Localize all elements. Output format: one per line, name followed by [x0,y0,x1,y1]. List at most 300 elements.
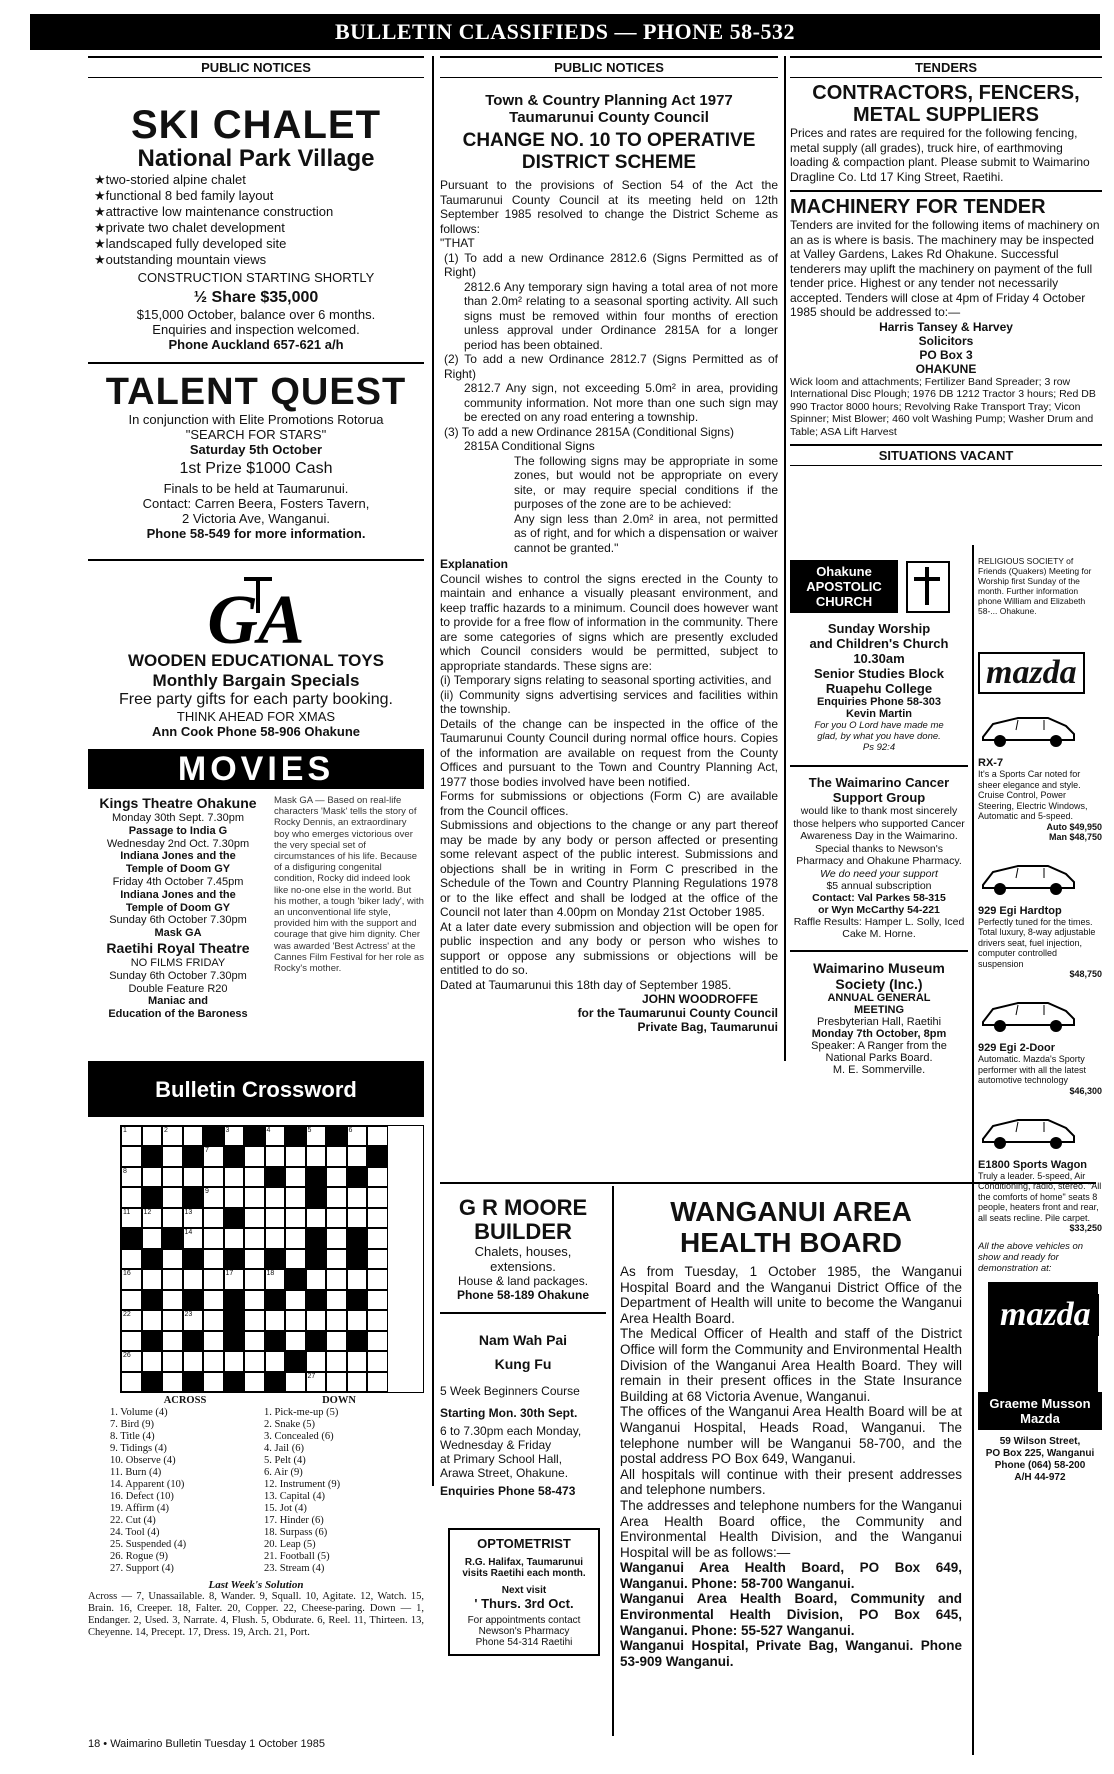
ski-title: SKI CHALET [131,103,381,147]
crossword-cell[interactable] [203,1331,224,1352]
crossword-block [142,1249,163,1270]
column-public-notices-1 [88,56,424,1639]
clue-number: 11 [123,1208,131,1216]
across-clue: 19. Affirm (4) [110,1503,170,1515]
crossword-block [347,1167,368,1188]
crossword-cell[interactable] [121,1290,142,1311]
car-price: $33,250 [1069,1223,1102,1233]
movie-line: Raetihi Royal Theatre [106,939,250,956]
crossword-cell[interactable] [306,1310,327,1331]
crossword-cell[interactable] [224,1228,245,1249]
across-clue: 25. Suspended (4) [110,1539,187,1551]
crossword-cell[interactable] [244,1351,265,1372]
crossword-block [265,1331,286,1352]
item-3: (3) To add a new Ordinance 2815A (Conditional Signs) [444,424,734,439]
dealer1: Graeme Musson [989,1396,1091,1411]
crossword-cell[interactable] [203,1351,224,1372]
down-clue: 23. Stream (4) [264,1563,325,1575]
kungfu-title1: Nam Wah Pai [478,1332,568,1348]
car-desc: It's a Sports Car noted for sheer elegance and style. Cruise Control, Power Steering, Electric Windows, Automatic and 5-speed. [978,769,1088,821]
talent-date: Saturday 5th October [189,442,323,457]
crossword-cell[interactable] [203,1290,224,1311]
crossword-cell[interactable] [367,1310,388,1331]
crossword-block [183,1187,204,1208]
crossword-cell[interactable] [367,1126,388,1147]
crossword-block [265,1372,286,1393]
crossword-cell[interactable] [224,1126,245,1147]
opto-l2: visits Raetihi each month. [462,1568,586,1579]
crossword-block [183,1331,204,1352]
kungfu-l2: Wednesday & Friday [440,1438,552,1452]
cancer-title1: The Waimarino Cancer [808,775,950,790]
crossword-cell[interactable] [367,1331,388,1352]
crossword-cell[interactable] [285,1290,306,1311]
crossword-cell[interactable] [285,1310,306,1331]
crossword-cell[interactable] [224,1167,245,1188]
crossword-cell[interactable] [285,1249,306,1270]
museum-date: Monday 7th October, 8pm [811,1027,947,1040]
clue-number: 17 [225,1270,234,1278]
church-w3: 10.30am [853,651,905,666]
crossword-cell[interactable] [142,1269,163,1290]
across-clue: 27. Support (4) [110,1563,174,1575]
down-head: DOWN [322,1395,356,1407]
crossword-block [203,1126,224,1147]
explanation-3: (ii) Community signs advertising services and facilities within the township. [440,687,778,716]
crossword-cell[interactable] [162,1269,183,1290]
section-header: TENDERS [790,56,1102,78]
crossword-cell[interactable] [244,1290,265,1311]
movie-line: NO FILMS FRIDAY [130,956,226,969]
cancer-sub: $5 annual subscription [826,879,932,892]
crossword-cell[interactable] [142,1208,163,1229]
section-header: PUBLIC NOTICES [88,56,424,78]
church-w1: Sunday Worship [827,621,931,636]
crossword-block [142,1331,163,1352]
crossword-cell[interactable] [183,1351,204,1372]
car-listing [978,1104,1102,1234]
crossword-block [183,1249,204,1270]
ga-logo-icon [196,573,316,651]
cancer-raffle: Raffle Results: Hamper L. Solly, Iced Cake M. Horne. [793,915,965,940]
crossword-cell[interactable] [224,1351,245,1372]
crossword-cell[interactable] [265,1269,286,1290]
crossword-cell[interactable] [367,1228,388,1249]
movie-line: Mask GA [154,927,202,940]
crossword-cell[interactable] [306,1372,327,1393]
crossword-cell[interactable] [326,1146,347,1167]
crossword-grid-wrap [88,1117,424,1394]
cancer-contact1: Contact: Val Parkes 58-315 [812,891,946,904]
divider-1 [432,56,434,1486]
crossword-title: Bulletin Crossword [88,1063,424,1117]
crossword-block [265,1249,286,1270]
cancer-ad [790,765,968,940]
museum-agm1: ANNUAL GENERAL [827,991,931,1004]
crossword-cell[interactable] [162,1187,183,1208]
crossword-cell[interactable] [326,1290,347,1311]
crossword-cell[interactable] [244,1167,265,1188]
explanation-4: Details of the change can be inspected in the office of the Taumarunui County Council during normal office hours. Copies of the information are available on request from the County Offices and pursuant to the Town and Country Planning Act, 1977 those bodies involved have been notified. [440,716,778,789]
machinery-addr [790,320,1102,376]
crossword-cell[interactable] [162,1331,183,1352]
crossword-block [265,1290,286,1311]
crossword-cell[interactable] [347,1351,368,1372]
clue-number: 16 [123,1270,131,1278]
crossword-cell[interactable] [183,1126,204,1147]
crossword-cell[interactable] [183,1228,204,1249]
crossword-cell[interactable] [142,1310,163,1331]
cancer-text: would like to thank most sincerely those helpers who supported Cancer Awareness Day in the Waimarino. Special thanks to Newson's Pharmacy and Ohakune Pharmacy. [793,805,965,868]
machinery-text: Tenders are invited for the following items of machinery on an as is where is basis. The machinery may be inspected at Valley Gardens, Lakes Rd Ohakune. Successful tenderers may uplift the machinery on payment of the full tender price. Highest or any tender not necessarily accepted. Tenders will close at 4pm of Friday 4 October 1985 should be addressed to:— [790,218,1100,319]
crossword-cell[interactable] [347,1372,368,1393]
crossword-cell[interactable] [326,1351,347,1372]
health-address-2: Wanganui Area Health Board, Community and Environmental Health Division, PO Box 645, Wanganui. Phone: 55-527 Wanganui. [620,1591,962,1638]
down-clue: 6. Air (9) [264,1467,303,1479]
down-clue: 18. Surpass (6) [264,1527,328,1539]
clue-number: 23 [184,1311,193,1319]
signature-address: Private Bag, Taumarunui [637,1020,778,1034]
crossword-cell[interactable] [326,1269,347,1290]
museum-title2: Society (Inc.) [835,975,923,992]
moore-phone: Phone 58-189 Ohakune [456,1288,590,1302]
movie-line: Wednesday 2nd Oct. 7.30pm [106,837,250,850]
crossword-cell[interactable] [142,1351,163,1372]
crossword-cell[interactable] [326,1310,347,1331]
movie-listings [88,795,268,1021]
crossword-cell[interactable] [285,1331,306,1352]
crossword-cell[interactable] [326,1228,347,1249]
crossword-cell[interactable] [244,1372,265,1393]
movies-ad [88,749,424,1021]
crossword-cell[interactable] [162,1208,183,1229]
solution-head: Last Week's Solution [208,1579,304,1592]
signature-council: for the Taumarunui County Council [577,1006,778,1020]
car-price: $46,300 [1069,1085,1102,1096]
crossword-cell[interactable] [265,1126,286,1147]
crossword-cell[interactable] [224,1187,245,1208]
ski-enquiries: Enquiries and inspection welcomed. [152,322,360,337]
talent-contact: Contact: Carren Beera, Fosters Tavern, [142,496,370,511]
explanation-7: At a later date every submission and objection will be open for public inspection and any body or person who wishes to support or oppose any submissions or objections will be entitled to do so. [440,919,778,977]
crossword-cell[interactable] [203,1167,224,1188]
bullet: ★landscaped fully developed site [94,236,287,251]
crossword-cell[interactable] [306,1146,327,1167]
crossword-cell[interactable] [347,1126,368,1147]
across-clue: 9. Tidings (4) [110,1443,167,1455]
crossword-cell[interactable] [203,1249,224,1270]
kungfu-l4: Arawa Street, Ohakune. [440,1466,569,1480]
crossword-cell[interactable] [326,1167,347,1188]
crossword-cell[interactable] [367,1187,388,1208]
crossword-cell[interactable] [367,1208,388,1229]
crossword-cell[interactable] [285,1167,306,1188]
crossword-clues [108,1395,416,1575]
toys-phone: Ann Cook Phone 58-906 Ohakune [151,724,361,739]
crossword-cell[interactable] [326,1372,347,1393]
situations-header: SITUATIONS VACANT [790,444,1102,466]
crossword-cell[interactable] [347,1310,368,1331]
museum-agm2: MEETING [853,1003,905,1016]
crossword-cell[interactable] [121,1126,142,1147]
kungfu-course: 5 Week Beginners Course [440,1384,580,1398]
contractors-text: Prices and rates are required for the following fencing, metal supply (all grades), truck hire, of earthmoving loading & compaction plant. Please submit to Waimarino Dragline Co. Ltd 17 King Street, Raetihi. [790,126,1090,184]
clue-number: 9 [205,1188,209,1196]
crossword-cell[interactable] [183,1269,204,1290]
crossword-block [224,1310,245,1331]
crossword-cell[interactable] [203,1146,224,1167]
crossword-cell[interactable] [224,1269,245,1290]
movie-line: Education of the Baroness [108,1008,248,1021]
that-text: "THAT [440,236,475,250]
movie-line: Friday 4th October 7.45pm [112,875,244,888]
down-clue: 17. Hinder (6) [264,1515,324,1527]
clue-number: 14 [184,1229,193,1237]
crossword-cell[interactable] [183,1167,204,1188]
opto-next: Next visit [501,1585,547,1596]
toys-ad [88,559,424,739]
crossword-block [306,1187,327,1208]
crossword-cell[interactable] [162,1146,183,1167]
crossword-cell[interactable] [285,1146,306,1167]
crossword-cell[interactable] [244,1228,265,1249]
church-ad-head [790,556,968,613]
kungfu-start: Starting Mon. 30th Sept. [440,1406,578,1420]
crossword-cell[interactable] [162,1290,183,1311]
crossword-block [224,1249,245,1270]
section-header: PUBLIC NOTICES [440,56,778,78]
crossword-cell[interactable] [203,1269,224,1290]
car-listing [978,987,1102,1096]
crossword-cell[interactable] [265,1310,286,1331]
crossword-cell[interactable] [162,1372,183,1393]
addr-line: A/H 44-972 [1014,1472,1066,1483]
crossword-cell[interactable] [203,1310,224,1331]
crossword-cell[interactable] [244,1331,265,1352]
crossword-cell[interactable] [162,1351,183,1372]
health-para-2: The Medical Officer of Health and staff of the District Office will form the Community and Environmental Health Division of the Wanganui Area Health Board. They will remain in their present offices in the State Insurance Building at 68 Victoria Avenue, Wanganui. [620,1326,962,1404]
crossword-cell[interactable] [121,1351,142,1372]
crossword-cell[interactable] [244,1187,265,1208]
church-s4: Kevin Martin [845,708,912,720]
crossword-cell[interactable] [265,1146,286,1167]
crossword-cell[interactable] [203,1187,224,1208]
crossword-cell[interactable] [142,1228,163,1249]
crossword-cell[interactable] [306,1126,327,1147]
change-title: CHANGE NO. 10 TO OPERATIVE DISTRICT SCHEME [462,130,756,173]
cancer-contact2: or Wyn McCarthy 54-221 [818,903,940,916]
car-icon [978,850,1078,900]
across-clue: 1. Volume (4) [110,1407,168,1419]
church-l1: Ohakune [816,564,872,579]
crossword-block [142,1372,163,1393]
moore-ad [440,1196,606,1302]
crossword-cell[interactable] [203,1208,224,1229]
health-title: WANGANUI AREA HEALTH BOARD [670,1196,912,1258]
crossword-cell[interactable] [265,1228,286,1249]
moore-title1: G R MOORE [458,1195,588,1220]
ski-balance: $15,000 October, balance over 6 months. [136,307,376,322]
crossword-cell[interactable] [244,1249,265,1270]
dealer-name [978,1392,1102,1430]
crossword-cell[interactable] [121,1331,142,1352]
movie-line: Indiana Jones and the [120,850,236,863]
crossword-cell[interactable] [244,1269,265,1290]
optometrist-ad [448,1528,600,1656]
crossword-cell[interactable] [367,1351,388,1372]
crossword-cell[interactable] [265,1208,286,1229]
clue-number: 5 [307,1126,312,1134]
kungfu-title2: Kung Fu [494,1356,552,1372]
car-listings [978,702,1102,1233]
crossword-cell[interactable] [285,1372,306,1393]
health-address-1: Wanganui Area Health Board, PO Box 649, Wanganui. Phone: 58-700 Wanganui. [620,1560,962,1591]
crossword-block [367,1146,388,1167]
crossword-cell[interactable] [162,1310,183,1331]
classifieds-banner: BULLETIN CLASSIFIEDS — PHONE 58-532 [30,14,1100,50]
crossword-block [142,1146,163,1167]
crossword-cell[interactable] [367,1290,388,1311]
crossword-cell[interactable] [203,1228,224,1249]
crossword-cell[interactable] [347,1269,368,1290]
movie-line: Sunday 6th October 7.30pm [109,914,247,927]
ski-phone: Phone Auckland 657-621 a/h [168,337,344,352]
crossword-cell[interactable] [244,1146,265,1167]
crossword-cell[interactable] [367,1249,388,1270]
crossword-cell[interactable] [244,1310,265,1331]
toys-line1: Free party gifts for each party booking. [119,691,393,708]
crossword-block [224,1146,245,1167]
crossword-cell[interactable] [142,1126,163,1147]
opto-title: OPTOMETRIST [477,1536,571,1551]
divider-2 [784,56,786,1061]
crossword-cell[interactable] [285,1208,306,1229]
crossword-cell[interactable] [121,1146,142,1167]
car-desc: Truly a leader. 5-speed, Air Conditioning, radio, stereo. "All the comforts of home" seats 8 people, heaters front and rear, all seats recline. Pile carpet. [978,1170,1102,1223]
crossword-cell[interactable] [183,1208,204,1229]
crossword-grid[interactable] [120,1125,424,1394]
item-2815a: 2815A Conditional Signs [464,439,595,453]
museum-place: Presbyterian Hall, Raetihi [816,1015,942,1028]
crossword-block [306,1228,327,1249]
item-1: (1) To add a new Ordinance 2812.6 (Signs Permitted as of Right) [444,250,778,279]
clue-number: 1 [123,1126,127,1134]
crossword-block [224,1208,245,1229]
crossword-block [347,1331,368,1352]
crossword-cell[interactable] [203,1372,224,1393]
moore-l2: extensions. [490,1259,556,1274]
museum-speaker: Speaker: A Ranger from the National Parks Board. [811,1039,947,1064]
cancer-title2: Support Group [832,790,926,805]
kungfu-phone: Enquiries Phone 58-473 [440,1484,576,1498]
crossword-block [224,1290,245,1311]
talent-finals: Finals to be held at Taumarunui. [163,481,349,496]
crossword-cell[interactable] [326,1208,347,1229]
crossword-cell[interactable] [162,1126,183,1147]
crossword-cell[interactable] [367,1167,388,1188]
crossword-cell[interactable] [367,1372,388,1393]
crossword-cell[interactable] [244,1208,265,1229]
crossword-cell[interactable] [183,1310,204,1331]
crossword-cell[interactable] [162,1167,183,1188]
crossword-cell[interactable] [162,1249,183,1270]
church-v1: For you O Lord have made me [814,720,944,731]
crossword-cell[interactable] [347,1146,368,1167]
opto-l3: For appointments contact [467,1615,581,1626]
crossword-block [142,1187,163,1208]
health-para-5: The addresses and telephone numbers for the Wanganui Area Health Board office, the Community and Environmental Health Division, and the Wanganui Hospital will be as follows:— [620,1497,962,1560]
crossword-cell[interactable] [326,1249,347,1270]
crossword-cell[interactable] [121,1208,142,1229]
talent-address: 2 Victoria Ave, Wanganui. [182,511,330,526]
moore-l3: House & land packages. [457,1274,589,1288]
across-clue: 7. Bird (9) [110,1419,155,1431]
crossword-cell[interactable] [367,1269,388,1290]
down-clue: 15. Jot (4) [264,1503,307,1515]
crossword-cell[interactable] [121,1269,142,1290]
clue-number: 3 [225,1126,230,1134]
talent-phone: Phone 58-549 for more information. [146,526,366,541]
intro-text: Pursuant to the provisions of Section 54 of the Act the Taumarunui County Council at its meeting held on 12th September 1985 resolved to change the District Scheme as follows: [440,178,778,236]
dealer-address [978,1430,1102,1484]
down-clue: 2. Snake (5) [264,1419,316,1431]
crossword-cell[interactable] [121,1187,142,1208]
crossword-cell[interactable] [285,1187,306,1208]
crossword-cell[interactable] [142,1167,163,1188]
ski-share: ½ Share $35,000 [193,289,319,306]
down-list [262,1407,416,1575]
crossword-block [142,1290,163,1311]
car-desc: Perfectly tuned for the times. Total luxury, 8-way adjustable drivers seat, fuel injection, computer controlled suspension [978,916,1096,969]
contractors-ad [790,78,1102,184]
crossword-cell[interactable] [326,1187,347,1208]
addr-line: PO Box 3 [919,347,973,362]
bullet: ★outstanding mountain views [94,252,267,267]
crossword-cell[interactable] [285,1228,306,1249]
crossword-cell[interactable] [265,1187,286,1208]
across-clue: 8. Title (4) [110,1431,155,1443]
down-clue: 5. Pelt (4) [264,1455,306,1467]
crossword-cell[interactable] [121,1249,142,1270]
crossword-cell[interactable] [121,1167,142,1188]
clue-number: 2 [164,1126,168,1134]
crossword-cell[interactable] [306,1351,327,1372]
across-list [108,1407,262,1575]
movie-line: Monday 30th Sept. 7.30pm [111,812,245,824]
church-v3: Ps 92:4 [862,742,896,753]
toys-title: WOODEN EDUCATIONAL TOYS [128,651,384,670]
car-listing [978,702,1102,842]
crossword-cell[interactable] [306,1208,327,1229]
crossword-cell[interactable] [347,1187,368,1208]
moore-title2: BUILDER [474,1219,572,1244]
kungfu-ad [440,1312,606,1498]
divider-lower [612,1186,614,1736]
crossword-cell[interactable] [121,1310,142,1331]
crossword-cell[interactable] [306,1269,327,1290]
crossword-cell[interactable] [326,1331,347,1352]
crossword-cell[interactable] [265,1351,286,1372]
clue-number: 7 [205,1147,209,1155]
ga-logo [88,573,424,651]
item-2812-7: 2812.7 Any sign, not exceeding 5.0m² in area, providing community information. Not more than one such sign may be erected on any road entering a township. [464,381,778,424]
column-public-notices-2 [440,56,778,1034]
crossword-cell[interactable] [121,1372,142,1393]
museum-ad [790,950,968,1076]
car-price-2: Man $48,750 [1048,831,1102,842]
crossword-cell[interactable] [347,1208,368,1229]
down-clue: 13. Capital (4) [264,1491,325,1503]
